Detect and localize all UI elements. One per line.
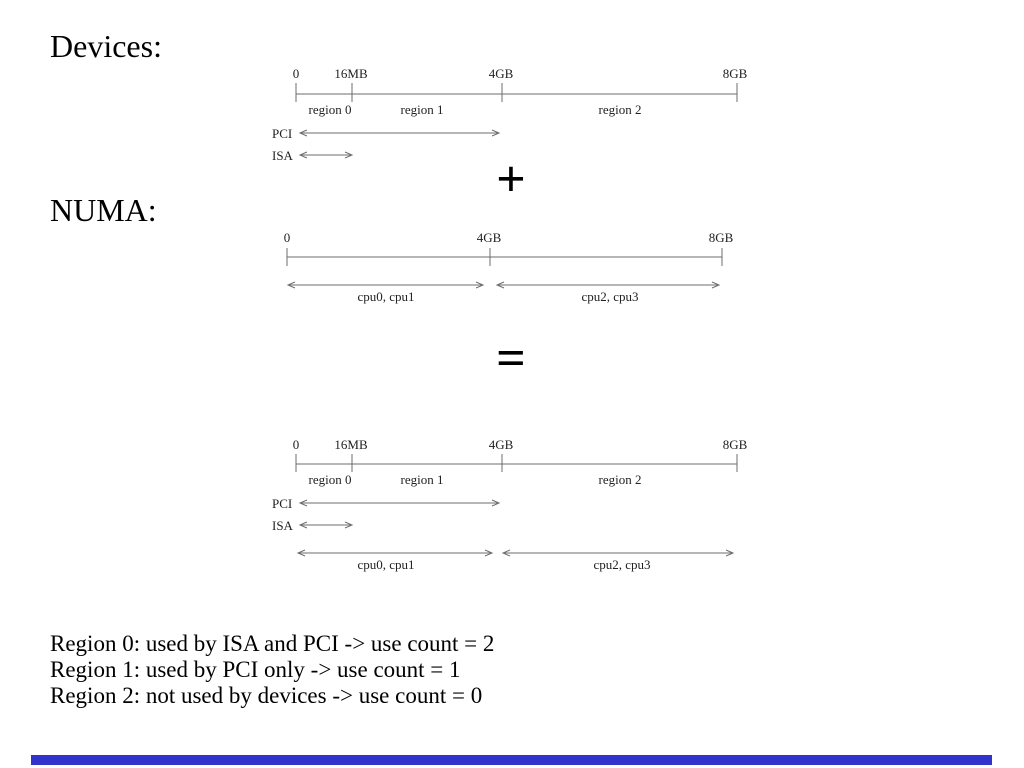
- footer-bar: [31, 755, 992, 765]
- combined-cpu0-arrow: [298, 550, 492, 556]
- devices-region0-label: region 0: [308, 102, 352, 117]
- combined-tick-0: 0: [292, 437, 300, 452]
- note-region1: Region 1: used by PCI only -> use count = 1: [50, 657, 461, 682]
- numa-tick-0: 0: [283, 230, 291, 245]
- combined-node1-label: cpu2, cpu3: [593, 557, 651, 572]
- numa-tick-8gb: 8GB: [708, 230, 734, 245]
- devices-pci-label: PCI: [272, 126, 293, 141]
- devices-tick-4gb: 4GB: [488, 66, 514, 81]
- numa-tick-4gb: 4GB: [476, 230, 502, 245]
- combined-tick-4gb: 4GB: [488, 437, 514, 452]
- numa-title: NUMA:: [50, 192, 157, 228]
- devices-region2-label: region 2: [598, 102, 642, 117]
- combined-tick-16mb: 16MB: [334, 437, 368, 452]
- use-count-notes: [50, 631, 494, 709]
- devices-region1-label: region 1: [400, 102, 444, 117]
- combined-axis: [296, 454, 737, 472]
- devices-axis: [296, 83, 737, 102]
- plus-operator: +: [496, 151, 526, 208]
- note-region0: Region 0: used by ISA and PCI -> use count = 2: [50, 631, 495, 656]
- combined-pci-arrow: [300, 500, 499, 506]
- numa-node0-label: cpu0, cpu1: [357, 289, 415, 304]
- note-region2: Region 2: not used by devices -> use count = 0: [50, 683, 483, 708]
- devices-isa-label: ISA: [272, 148, 293, 163]
- devices-pci-arrow: [300, 130, 499, 136]
- numa-axis: [287, 248, 722, 266]
- combined-region1-label: region 1: [400, 472, 444, 487]
- combined-region2-label: region 2: [598, 472, 642, 487]
- equals-operator: =: [496, 330, 526, 387]
- numa-node1-label: cpu2, cpu3: [581, 289, 639, 304]
- combined-region0-label: region 0: [308, 472, 352, 487]
- devices-tick-8gb: 8GB: [722, 66, 748, 81]
- devices-title: Devices:: [50, 28, 162, 64]
- devices-tick-16mb: 16MB: [334, 66, 368, 81]
- combined-pci-label: PCI: [272, 496, 293, 511]
- combined-node0-label: cpu0, cpu1: [357, 557, 415, 572]
- combined-isa-label: ISA: [272, 518, 293, 533]
- combined-tick-8gb: 8GB: [722, 437, 748, 452]
- numa-node1-arrow: [497, 282, 719, 288]
- combined-cpu1-arrow: [503, 550, 733, 556]
- devices-isa-arrow: [300, 152, 352, 158]
- numa-node0-arrow: [288, 282, 483, 288]
- devices-tick-0: 0: [292, 66, 300, 81]
- combined-isa-arrow: [300, 522, 352, 528]
